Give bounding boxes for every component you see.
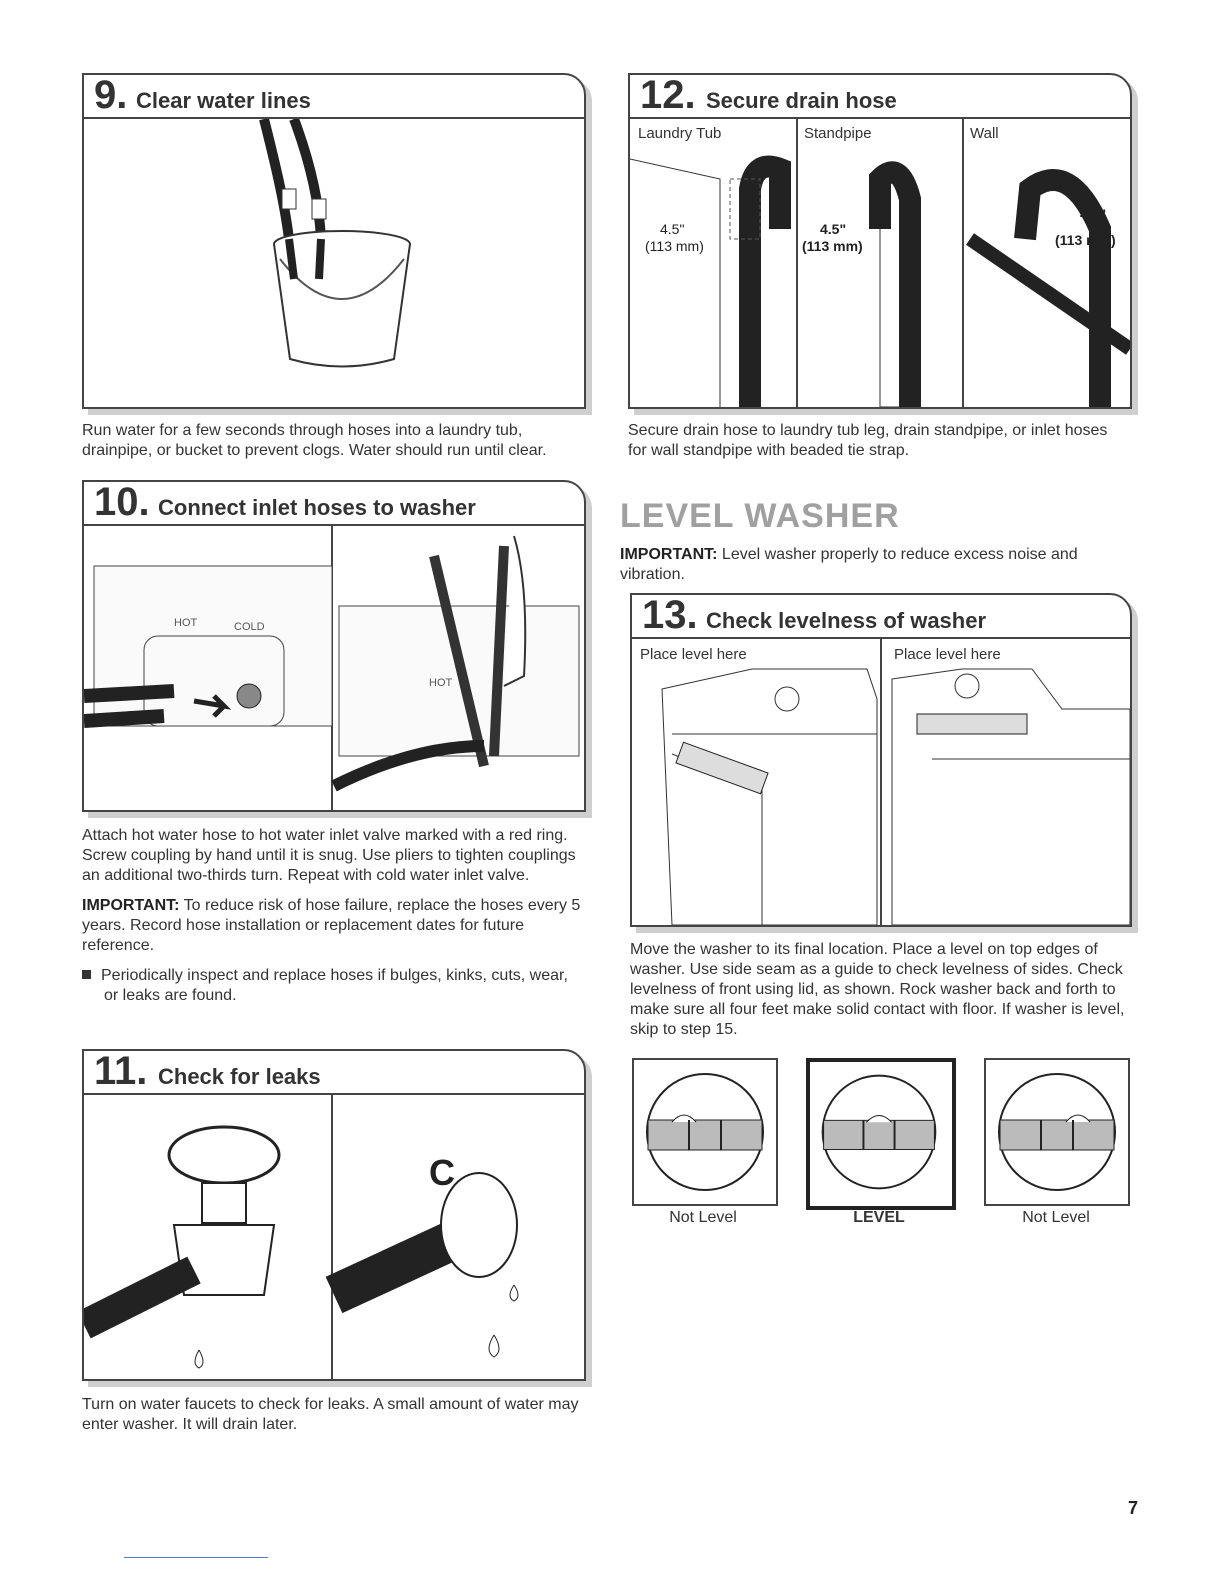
step9-panel (82, 73, 586, 409)
bubble-label-right: Not Level (1022, 1209, 1090, 1226)
label-standpipe: Standpipe (804, 125, 872, 142)
cold-label: COLD (234, 621, 265, 633)
hot-label: HOT (174, 617, 198, 629)
step12-text: Secure drain hose to laundry tub leg, drain standpipe, or inlet hoses for wall standpipe with beaded tie strap. (628, 422, 1108, 459)
step12-header (630, 75, 1130, 119)
step12-number: 12. (640, 73, 696, 117)
bullet-icon (82, 970, 91, 979)
level-important (620, 545, 1120, 585)
step10-header (84, 482, 584, 526)
bubble-not-level-left (632, 1058, 778, 1206)
step11-header (84, 1051, 584, 1095)
step10-title: Connect inlet hoses to washer (158, 495, 476, 520)
step10-important-label: IMPORTANT: (82, 897, 180, 914)
step13-title: Check levelness of washer (706, 608, 987, 633)
step11-panel (82, 1049, 586, 1381)
step11-text: Turn on water faucets to check for leaks. A small amount of water may enter washer. It will drain later. (82, 1396, 579, 1433)
measure-mm-2: (113 mm) (802, 238, 863, 254)
step9-number: 9. (94, 73, 128, 117)
step10-illustration (84, 526, 584, 810)
step11-illustration (84, 1095, 584, 1379)
step9-header (84, 75, 584, 119)
hot-label-2: HOT (429, 677, 453, 689)
step9-text: Run water for a few seconds through hoses into a laundry tub, drainpipe, or bucket to prevent clogs. Water should run until clear. (82, 422, 547, 459)
step13-number: 13. (642, 593, 698, 637)
measure-2: 4.5" (820, 221, 847, 237)
measure-mm-3: (113 mm) (1055, 232, 1116, 248)
footer-divider (124, 1557, 268, 1558)
step12-panel (628, 73, 1132, 409)
measure-1: 4.5" (660, 221, 685, 237)
level-washer-heading: LEVEL WASHER (620, 497, 900, 535)
step12-illustration (630, 119, 1130, 407)
label-place-level-2: Place level here (894, 646, 1001, 663)
bubble-label-level: LEVEL (853, 1209, 905, 1226)
step9-illustration (84, 119, 584, 407)
bubble-label-left: Not Level (669, 1209, 737, 1226)
bubble-level (806, 1058, 956, 1210)
step10-number: 10. (94, 480, 150, 524)
label-place-level-1: Place level here (640, 646, 747, 663)
step11-title: Check for leaks (158, 1064, 321, 1089)
measure-mm-1: (113 mm) (645, 238, 704, 254)
step10-bullet (82, 966, 582, 1006)
label-wall: Wall (970, 125, 999, 142)
label-laundry-tub: Laundry Tub (638, 125, 722, 142)
step13-illustration (632, 639, 1130, 925)
step13-panel (630, 593, 1132, 927)
step10-important (82, 896, 582, 956)
step10-bullet-text: Periodically inspect and replace hoses if bulges, kinks, cuts, wear, or leaks are found. (101, 967, 568, 1004)
measure-3: 4.5" (1080, 206, 1107, 222)
letter-c: C (429, 1152, 455, 1193)
bubble-not-level-right (984, 1058, 1130, 1206)
step13-text: Move the washer to its final location. Place a level on top edges of washer. Use side seam as a guide to check levelness of sides. Check levelness of front using lid, as shown. Rock washer back and forth to make sure all four feet make solid contact with floor. If washer is level, skip to step 15. (630, 941, 1125, 1038)
step9-title: Clear water lines (136, 88, 311, 113)
step12-title: Secure drain hose (706, 88, 897, 113)
step13-header (632, 595, 1130, 639)
level-important-text: Level washer properly to reduce excess noise and vibration. (620, 546, 1078, 583)
page-number: 7 (1128, 1498, 1139, 1518)
step10-text (82, 826, 582, 1016)
step10-paragraph: Attach hot water hose to hot water inlet valve marked with a red ring. Screw coupling by hand until it is snug. Use pliers to tighten couplings an additional two-thirds turn. Repeat with cold water inlet valve. (82, 827, 576, 884)
level-important-label: IMPORTANT: (620, 546, 718, 563)
step11-number: 11. (94, 1049, 148, 1093)
step10-panel (82, 480, 586, 812)
step10-important-text: To reduce risk of hose failure, replace the hoses every 5 years. Record hose installation or replacement dates for future reference. (82, 897, 581, 954)
